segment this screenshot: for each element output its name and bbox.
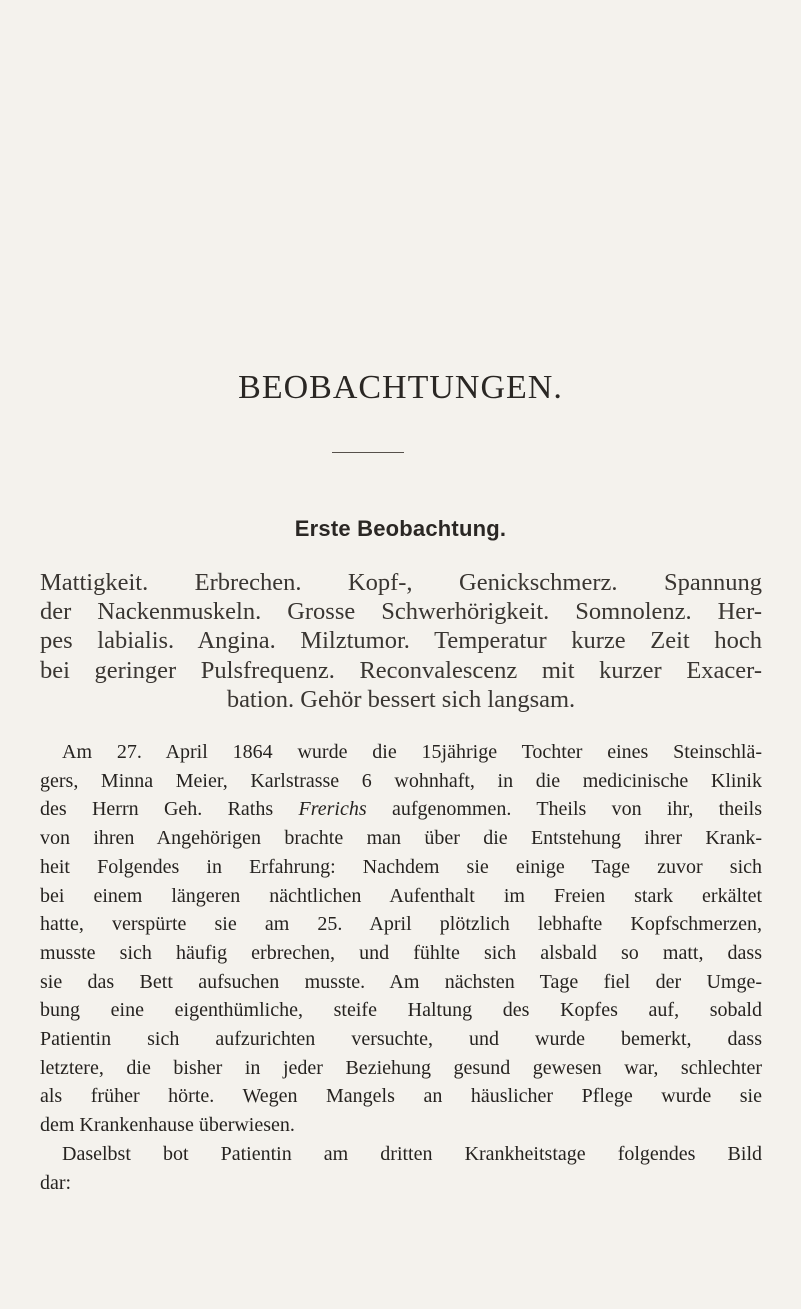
- body-line: als früher hörte. Wegen Mangels an häuslicher Pflege wurde sie: [40, 1085, 762, 1108]
- body-line: von ihren Angehörigen brachte man über die Entstehung ihrer Krank-: [40, 827, 762, 850]
- body-line: hatte, verspürte sie am 25. April plötzlich lebhafte Kopfschmerzen,: [40, 913, 762, 936]
- body-line: heit Folgendes in Erfahrung: Nachdem sie einige Tage zuvor sich: [40, 855, 762, 878]
- page-title: BEOBACHTUNGEN.: [238, 369, 563, 406]
- summary-line: pes labialis. Angina. Milztumor. Temperatur kurze Zeit hoch: [40, 627, 762, 655]
- body-line-part: aufgenommen. Theils von ihr, theils: [391, 798, 763, 821]
- case-summary: [40, 568, 762, 714]
- body-line: Patientin sich aufzurichten versuchte, und wurde bemerkt, dass: [40, 1028, 762, 1051]
- body-line: sie das Bett aufsuchen musste. Am nächsten Tage fiel der Umge-: [40, 970, 762, 993]
- body-line: Am 27. April 1864 wurde die 15jährige Tochter eines Steinschlä-: [62, 741, 762, 763]
- summary-line: bation. Gehör bessert sich langsam.: [226, 685, 576, 713]
- body-line: dem Krankenhause überwiesen.: [40, 1114, 295, 1137]
- heading-divider: [332, 452, 404, 453]
- body-line-part: des Herrn Geh. Raths: [40, 798, 274, 821]
- physician-name: Frerichs: [298, 798, 367, 821]
- summary-line: Mattigkeit. Erbrechen. Kopf-, Genickschmerz. Spannung: [40, 569, 762, 596]
- body-line: letztere, die bisher in jeder Beziehung gesund gewesen war, schlechter: [40, 1056, 762, 1079]
- body-line: bei einem längeren nächtlichen Aufenthalt im Freien stark erkältet: [40, 884, 762, 907]
- section-title: Erste Beobachtung.: [294, 516, 507, 541]
- body-line: dar:: [40, 1171, 72, 1194]
- body-line: gers, Minna Meier, Karlstrasse 6 wohnhaft, in die medicinische Klinik: [40, 769, 762, 792]
- summary-line: der Nackenmuskeln. Grosse Schwerhörigkeit. Somnolenz. Her-: [40, 598, 762, 626]
- body-line: Daselbst bot Patientin am dritten Krankheitstage folgendes Bild: [62, 1142, 762, 1165]
- body-line: [40, 795, 762, 824]
- case-description: [40, 738, 762, 1197]
- summary-line: bei geringer Pulsfrequenz. Reconvalescenz mit kurzer Exacer-: [40, 656, 762, 684]
- body-line: bung eine eigenthümliche, steife Haltung des Kopfes auf, sobald: [40, 999, 762, 1022]
- body-line: musste sich häufig erbrechen, und fühlte sich alsbald so matt, dass: [40, 941, 762, 964]
